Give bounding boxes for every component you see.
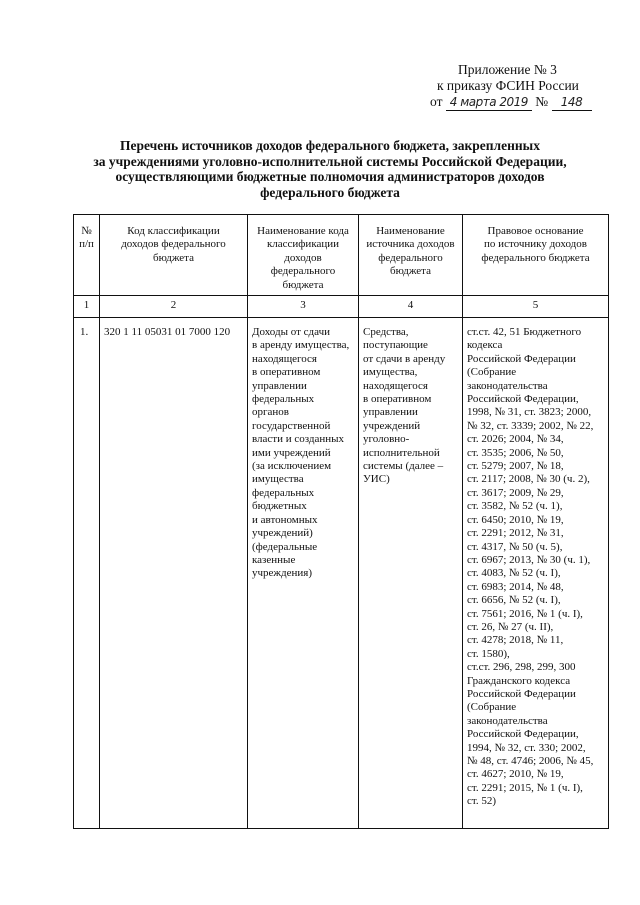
column-number: 3	[248, 296, 359, 318]
row-source-name: Средства, поступающие от сдачи в аренду имущества, находящегося в оперативном управлении учреждений уголовно- исполнительной системы (далее – УИС)	[359, 318, 463, 829]
row-code-name: Доходы от сдачи в аренду имущества, находящегося в оперативном управлении федеральных органов государственной власти и созданных ими учреждений (за исключением имущества федеральных бюджетных и автономных учреждений) (федеральные казенные учреждения)	[248, 318, 359, 829]
appendix-date-line	[420, 94, 600, 112]
column-number: 4	[359, 296, 463, 318]
header-source-name: Наименование источника доходов федерального бюджета	[359, 215, 463, 296]
column-number: 5	[463, 296, 609, 318]
table-header-row	[74, 215, 609, 296]
from-label: от	[430, 94, 443, 109]
header-legal-basis: Правовое основание по источнику доходов федерального бюджета	[463, 215, 609, 296]
number-label: №	[535, 94, 549, 109]
header-classification-code: Код классификации доходов федерального бюджета	[100, 215, 248, 296]
column-number-row	[74, 296, 609, 318]
revenue-sources-table	[73, 214, 609, 829]
handwritten-date: 4 марта 2019	[446, 94, 532, 111]
header-number: № п/п	[74, 215, 100, 296]
appendix-block	[420, 62, 600, 112]
appendix-title: Приложение № 3	[458, 62, 557, 77]
row-classification-code: 320 1 11 05031 01 7000 120	[100, 318, 248, 829]
column-number: 1	[74, 296, 100, 318]
row-number: 1.	[74, 318, 100, 829]
document-title: Перечень источников доходов федерального бюджета, закрепленных за учреждениями уголовно-исполнительной системы Российской Федерации, осуществляющими бюджетные полномочия администраторов доходов федерального бюджета	[93, 138, 567, 200]
handwritten-number: 148	[552, 94, 592, 111]
appendix-order-ref: к приказу ФСИН России	[437, 78, 579, 93]
header-code-name: Наименование кода классификации доходов федерального бюджета	[248, 215, 359, 296]
table-row	[74, 318, 609, 829]
row-legal-basis: ст.ст. 42, 51 Бюджетного кодекса Российской Федерации (Собрание законодательства Российской Федерации, 1998, № 31, ст. 3823; 2000, № 32, ст. 3339; 2002, № 22, ст. 2026; 2004, № 34, ст. 3535; 2006, № 50, ст. 5279; 2007, № 18, ст. 2117; 2008, № 30 (ч. 2), ст. 3617; 2009, № 29, ст. 3582, № 52 (ч. 1), ст. 6450; 2010, № 19, ст. 2291; 2012, № 31, ст. 4317, № 50 (ч. 5), ст. 6967; 2013, № 30 (ч. 1), ст. 4083, № 52 (ч. I), ст. 6983; 2014, № 48, ст. 6656, № 52 (ч. I), ст. 7561; 2016, № 1 (ч. I), ст. 26, № 27 (ч. II), ст. 4278; 2018, № 11, ст. 1580), ст.ст. 296, 298, 299, 300 Гражданского кодекса Российской Федерации (Собрание законодательства Российской Федерации, 1994, № 32, ст. 330; 2002, № 48, ст. 4746; 2006, № 45, ст. 4627; 2010, № 19, ст. 2291; 2015, № 1 (ч. I), ст. 52)	[463, 318, 609, 829]
column-number: 2	[100, 296, 248, 318]
